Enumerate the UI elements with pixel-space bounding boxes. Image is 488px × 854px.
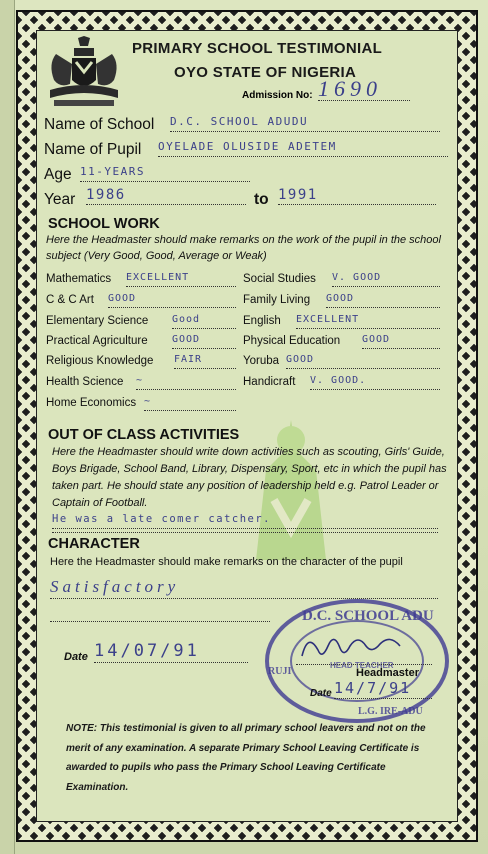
admission-number-value: 1690	[318, 76, 410, 101]
stamp-top-text: D.C. SCHOOL ADU	[302, 608, 434, 624]
document-subtitle: OYO STATE OF NIGERIA	[174, 64, 357, 81]
date-label: Date	[64, 651, 88, 663]
subject-label: Elementary Science	[46, 315, 149, 327]
stamp-centre-text: HEAD TEACHER	[330, 661, 394, 670]
subject-value: GOOD	[108, 293, 236, 308]
subject-label: Health Science	[46, 376, 124, 388]
coat-of-arms-icon	[44, 36, 124, 108]
subject-value: GOOD	[326, 293, 440, 308]
year-from-value: 1986	[86, 188, 246, 205]
headmaster-label: Headmaster	[356, 667, 419, 679]
activities-instruction: Here the Headmaster should write down activities such as scouting, Girls' Guide, Boys Brigade, School Band, Library, Dispensary, Sport, etc in which the pupil has taken part. He should state any position of leadership held e.g. Patrol Leader or Captain of Football.	[52, 446, 447, 509]
school-name-value: D.C. SCHOOL ADUDU	[170, 115, 440, 132]
pupil-name-value: OYELADE OLUSIDE ADETEM	[158, 140, 448, 157]
admission-number-label: Admission No:	[242, 90, 313, 101]
date-value: 14/07/91	[94, 640, 248, 663]
headmaster-date-label: Date	[310, 688, 332, 699]
headmaster-signature-line	[296, 664, 432, 665]
age-value: 11-YEARS	[80, 165, 250, 182]
school-work-instruction: Here the Headmaster should make remarks on the work of the pupil in the school subject (Very Good, Good, Average or Weak)	[46, 234, 441, 262]
year-to-label: to	[254, 191, 269, 208]
subject-value: Good	[172, 314, 236, 329]
school-work-title: SCHOOL WORK	[48, 216, 160, 232]
subject-value: EXCELLENT	[126, 272, 236, 287]
year-to-value: 1991	[278, 188, 436, 205]
subject-label: Mathematics	[46, 273, 112, 285]
activities-blank-line	[52, 532, 438, 533]
subject-label: C & C Art	[46, 294, 94, 306]
subject-value: ~	[144, 396, 236, 411]
character-value: Satisfactory	[50, 576, 438, 599]
subject-label: Social Studies	[243, 273, 316, 285]
subject-value: EXCELLENT	[296, 314, 440, 329]
subject-value: GOOD	[172, 334, 236, 349]
subject-label: English	[243, 315, 281, 327]
subject-value: GOOD	[362, 334, 440, 349]
character-instruction: Here the Headmaster should make remarks on the character of the pupil	[50, 556, 403, 568]
subject-label: Family Living	[243, 294, 311, 306]
testimonial-note: NOTE: This testimonial is given to all primary school leavers and not on the merit of any examination. A separate Primary School Leaving Certificate is awarded to pupils who pass the Primary School Leaving Certificate Examination.	[66, 723, 426, 793]
document-title: PRIMARY SCHOOL TESTIMONIAL	[132, 40, 383, 57]
school-name-label: Name of School	[44, 116, 155, 133]
subject-value: FAIR	[174, 354, 236, 369]
subject-label: Practical Agriculture	[46, 335, 148, 347]
subject-value: V. GOOD.	[310, 375, 440, 390]
age-label: Age	[44, 166, 72, 183]
subject-value: GOOD	[286, 354, 440, 369]
subject-value: ~	[136, 375, 236, 390]
character-title: CHARACTER	[48, 536, 140, 552]
subject-label: Home Economics	[46, 397, 137, 409]
subject-value: V. GOOD	[332, 272, 440, 287]
activities-title: OUT OF CLASS ACTIVITIES	[48, 427, 240, 443]
stamp-bottom-text: L.G. IRE-ADU	[358, 706, 423, 717]
headmaster-date-value: 14/7/91	[334, 678, 432, 699]
subject-label: Handicraft	[243, 376, 296, 388]
stamp-side-text: RUJI	[268, 666, 292, 677]
subject-label: Religious Knowledge	[46, 355, 154, 367]
pupil-name-label: Name of Pupil	[44, 141, 142, 158]
headmaster-signature-icon	[296, 628, 432, 666]
subject-label: Yoruba	[243, 355, 280, 367]
left-margin-strip	[0, 0, 15, 854]
year-label: Year	[44, 191, 76, 208]
subject-label: Physical Education	[243, 335, 341, 347]
character-blank-line	[50, 621, 270, 622]
activities-value: He was a late comer catcher.	[52, 512, 438, 529]
